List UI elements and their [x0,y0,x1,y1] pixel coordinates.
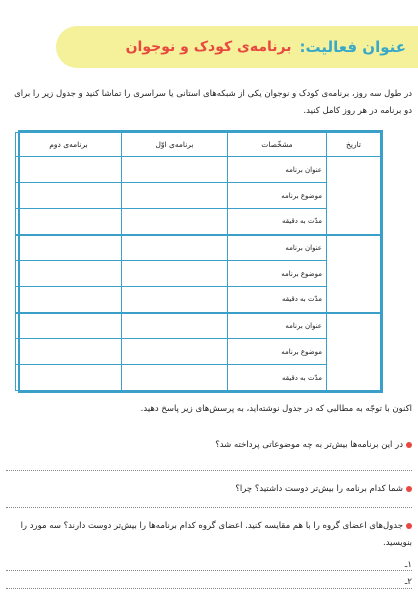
bullet-icon [406,523,412,529]
table-header-row [16,133,381,157]
table-row [16,261,381,287]
table-row [16,287,381,313]
first-program-cell[interactable] [122,287,228,313]
table-row [16,313,381,339]
first-program-cell[interactable] [122,183,228,209]
second-program-cell[interactable] [16,183,122,209]
table-row [16,209,381,235]
first-program-cell[interactable] [122,339,228,365]
row-label: عنوان برنامه [228,313,327,339]
activity-title: برنامه‌ی کودک و نوجوان [125,39,292,55]
second-program-cell[interactable] [16,287,122,313]
header-first-program: برنامه‌ی اوّل [122,133,228,157]
row-label: مدّت به دقیقه [228,287,327,313]
first-program-cell[interactable] [122,365,228,391]
second-program-cell[interactable] [16,365,122,391]
program-table [18,130,383,393]
intro-text: در طول سه روز، برنامه‌ی کودک و نوجوان یکی از شبکه‌های استانی یا سراسری را تماشا کنید و جدول زیر را برای دو برنامه در هر روز کامل کنید. [14,89,412,116]
second-program-cell[interactable] [16,235,122,261]
row-label: موضوع برنامه [228,183,327,209]
date-cell[interactable] [327,313,381,391]
question-3-text: جدول‌های اعضای گروه را با هم مقایسه کنید. اعضای گروه کدام برنامه‌ها را بیش‌تر دوست دارند؟ سه مورد را بنویسید. [20,521,412,548]
table-row [16,339,381,365]
answer-line-3[interactable] [6,570,412,571]
bullet-icon [406,486,412,492]
table-row [16,157,381,183]
table-row [16,183,381,209]
activity-label: عنوان فعالیت: [299,38,406,56]
row-label: مدّت به دقیقه [228,209,327,235]
header-date: تاریخ [327,133,381,157]
row-label: عنوان برنامه [228,235,327,261]
answer-line-4[interactable] [6,588,412,589]
date-cell[interactable] [327,235,381,313]
bullet-icon [406,442,412,448]
answer-line-2[interactable] [6,507,412,508]
header-second-program: برنامه‌ی دوم [16,133,122,157]
answer-line-1[interactable] [6,470,412,471]
first-program-cell[interactable] [122,261,228,287]
question-2-text: شما کدام برنامه را بیش‌تر دوست داشتید؟ چرا؟ [235,484,403,494]
table-row [16,365,381,391]
row-label: مدّت به دقیقه [228,365,327,391]
answer-item-2: ۲ـ [404,577,412,587]
second-program-cell[interactable] [16,261,122,287]
date-cell[interactable] [327,157,381,235]
question-1 [6,440,412,450]
first-program-cell[interactable] [122,157,228,183]
second-program-cell[interactable] [16,209,122,235]
question-3 [6,518,412,552]
row-label: موضوع برنامه [228,261,327,287]
first-program-cell[interactable] [122,313,228,339]
activity-title-bar [56,26,418,68]
second-program-cell[interactable] [16,313,122,339]
question-1-text: در این برنامه‌ها بیش‌تر به چه موضوعاتی پرداخته شد؟ [215,440,403,450]
first-program-cell[interactable] [122,235,228,261]
row-label: موضوع برنامه [228,339,327,365]
table-row [16,235,381,261]
second-program-cell[interactable] [16,339,122,365]
row-label: عنوان برنامه [228,157,327,183]
answer-item-1: ۱ـ [404,560,412,570]
header-features: مشخّصات [228,133,327,157]
second-program-cell[interactable] [16,157,122,183]
first-program-cell[interactable] [122,209,228,235]
instructions-prompt: اکنون با توجّه به مطالبی که در جدول نوشته‌اید، به پرسش‌های زیر پاسخ دهید. [140,404,412,414]
question-2 [6,484,412,494]
